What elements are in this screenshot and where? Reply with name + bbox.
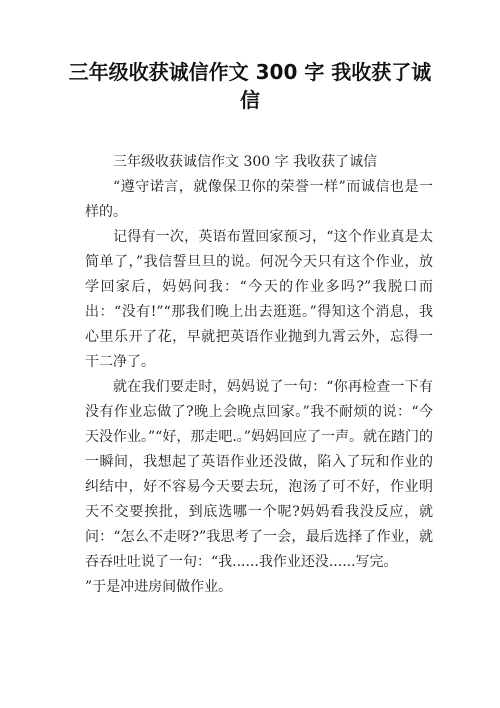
paragraph-subtitle: 三年级收获诚信作文 300 字 我收获了诚信 bbox=[113, 154, 378, 170]
paragraph-quote: “遵守诺言，就像保卫你的荣誉一样”而诚信也是一样的。 bbox=[85, 179, 433, 220]
paragraph-leaving-home: 就在我们要走时，妈妈说了一句：“你再检查一下有没有作业忘做了?晚上会晚点回家。”我不耐烦的说：“今天没作业。”“好，那走吧.。”妈妈回应了一声。就在踏门的一瞬间，我想起了英语作业还没做，陷入了玩和作业的纠结中，好不容易今天要去玩，泡汤了可不好，作业明天不交要挨批，到底选哪一个呢?妈妈看我没反应，就问：“怎么不走呀?”我思考了一会，最后选择了作业，就吞吞吐吐说了一句：“我......我作业还没......写完。 bbox=[85, 379, 433, 570]
document-body bbox=[85, 150, 433, 600]
paragraph-homework-story: 记得有一次，英语布置回家预习，“这个作业真是太简单了，”我信誓旦旦的说。何况今天只有这个作业，放学回家后，妈妈问我：“今天的作业多吗?”我脱口而出：“没有!”“那我们晚上出去逛逛。”得知这个消息，我心里乐开了花，早就把英语作业抛到九霄云外，忘得一干二净了。 bbox=[85, 229, 433, 370]
document-title: 三年级收获诚信作文 300 字 我收获了诚信 bbox=[68, 60, 432, 112]
paragraph-ending: ”于是冲进房间做作业。 bbox=[85, 579, 233, 595]
